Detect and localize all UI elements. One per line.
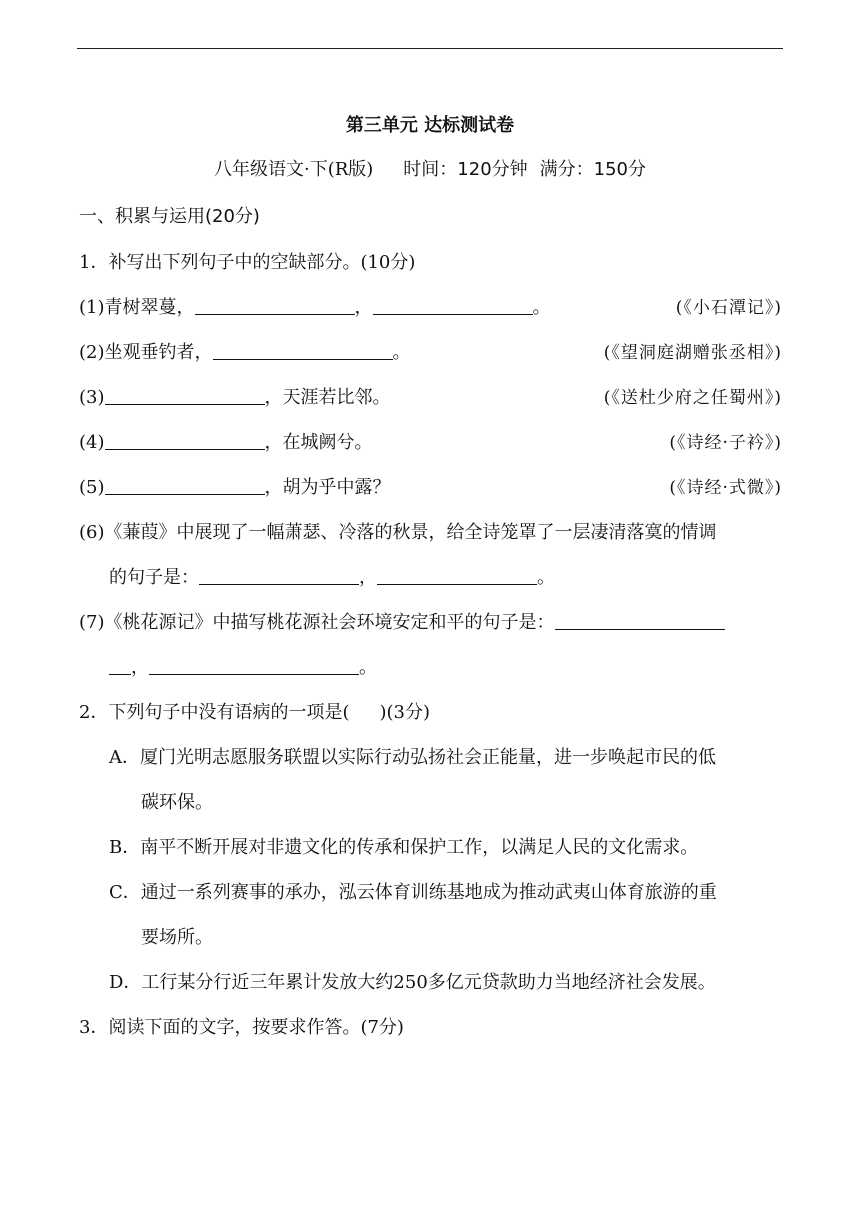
q1-item-7-line2: ， 。 <box>109 656 377 680</box>
q1-item-3-source: (《送杜少府之任蜀州》) <box>603 388 782 408</box>
section-heading: 一、积累与运用(20分) <box>79 206 260 227</box>
answer-blank[interactable] <box>377 566 537 585</box>
page-title: 第三单元 达标测试卷 <box>345 115 515 136</box>
q2-option-b: B．南平不断开展对非遗文化的传承和保护工作，以满足人民的文化需求。 <box>109 837 699 858</box>
q2-option-c-cont: 要场所。 <box>141 927 213 948</box>
grade-label: 八年级语文·下(R版) <box>213 159 374 180</box>
q1-item-2-source: (《望洞庭湖赠张丞相》) <box>603 343 782 363</box>
answer-blank[interactable] <box>373 296 533 315</box>
q1-item-4: (4) ，在城阙兮。 <box>79 432 373 453</box>
q2-option-d: D．工行某分行近三年累计发放大约250多亿元贷款助力当地经济社会发展。 <box>109 972 716 993</box>
answer-blank[interactable] <box>105 431 265 450</box>
score-label: 满分：150分 <box>539 159 647 180</box>
header-rule <box>77 48 783 49</box>
q1-item-6-line1: (6)《蒹葭》中展现了一幅萧瑟、冷落的秋景，给全诗笼罩了一层凄清落寞的情调 <box>79 522 717 543</box>
q1-item-4-source: (《诗经·子衿》) <box>669 433 782 453</box>
answer-blank[interactable] <box>195 296 355 315</box>
answer-blank[interactable] <box>105 476 265 495</box>
q1-item-1-source: (《小石潭记》) <box>675 298 782 318</box>
q1-item-1: (1)青树翠蔓， ， 。 <box>79 297 551 318</box>
answer-blank[interactable] <box>555 611 725 630</box>
question-3-stem: 3．阅读下面的文字，按要求作答。(7分) <box>79 1017 404 1038</box>
answer-blank[interactable] <box>149 656 359 675</box>
exam-subtitle <box>0 158 860 182</box>
question-1-stem: 1．补写出下列句子中的空缺部分。(10分) <box>79 252 416 273</box>
time-label: 时间：120分钟 <box>403 159 528 180</box>
q2-option-c: C．通过一系列赛事的承办，泓云体育训练基地成为推动武夷山体育旅游的重 <box>109 882 717 903</box>
q1-item-5: (5) ，胡为乎中露？ <box>79 477 391 498</box>
q1-item-5-source: (《诗经·式微》) <box>669 478 782 498</box>
question-2-stem: 2．下列句子中没有语病的一项是( )(3分) <box>79 702 431 723</box>
q2-option-a: A．厦门光明志愿服务联盟以实际行动弘扬社会正能量，进一步唤起市民的低 <box>109 747 716 768</box>
q1-item-7-line1: (7)《桃花源记》中描写桃花源社会环境安定和平的句子是： <box>79 611 725 635</box>
answer-blank[interactable] <box>109 656 131 675</box>
q1-item-3: (3) ，天涯若比邻。 <box>79 387 391 408</box>
q1-item-6-line2: 的句子是： ， 。 <box>109 567 555 588</box>
answer-blank[interactable] <box>199 566 359 585</box>
q2-option-a-cont: 碳环保。 <box>141 792 213 813</box>
answer-blank[interactable] <box>213 341 393 360</box>
answer-blank[interactable] <box>105 386 265 405</box>
q1-item-2: (2)坐观垂钓者， 。 <box>79 342 411 363</box>
